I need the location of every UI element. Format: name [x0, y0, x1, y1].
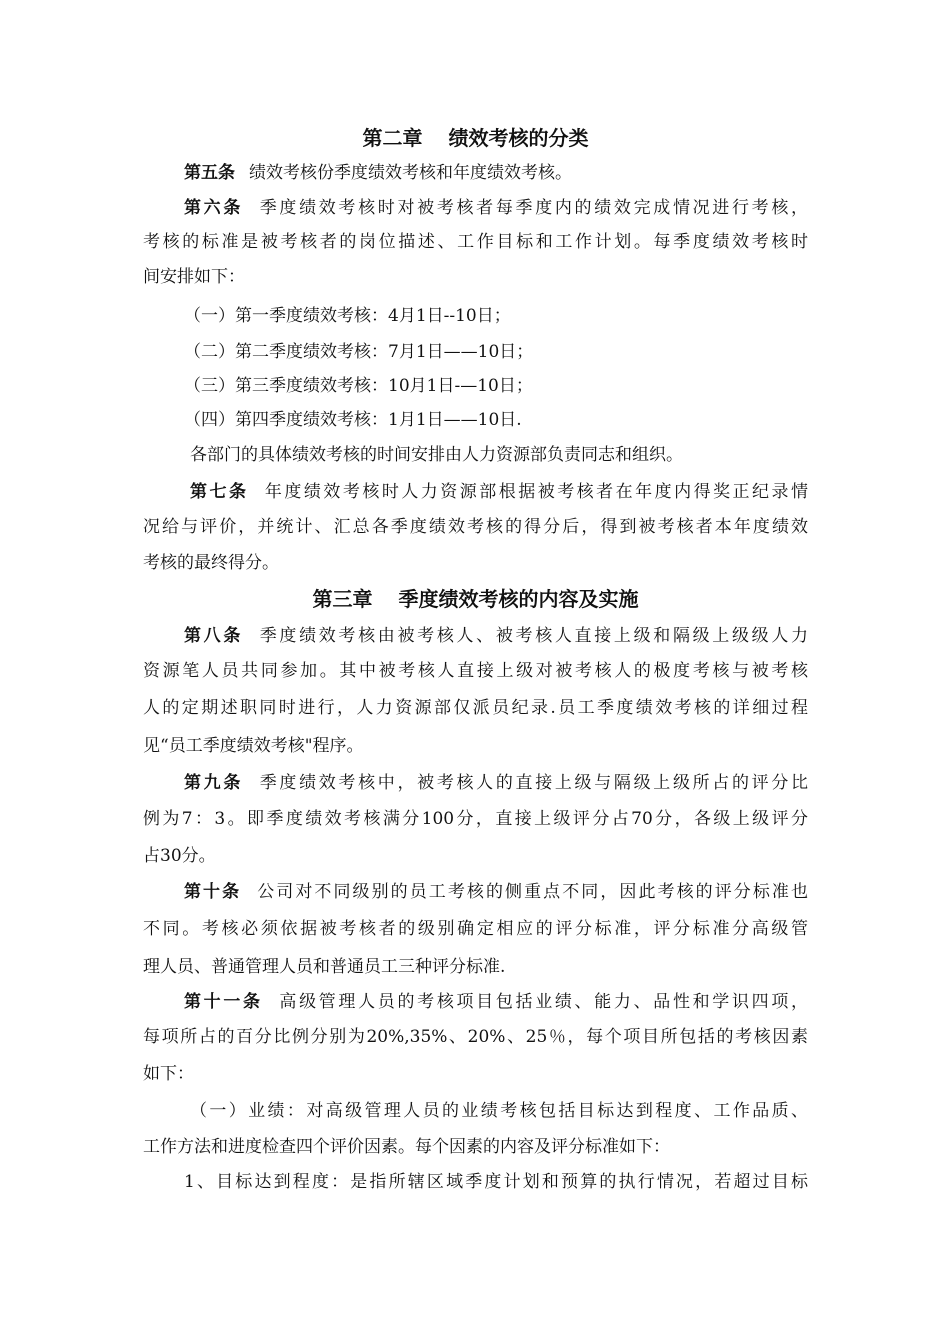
- article-7-line-2: 况给与评价，并统计、汇总各季度绩效考核的得分后，得到被考核者本年度绩效: [143, 517, 808, 537]
- article-6-line-1: [184, 196, 808, 220]
- article-8-line-3: 人的定期述职同时进行，人力资源部仅派员纪录.员工季度绩效考核的详细过程: [143, 698, 808, 718]
- article-10-line-3: 理人员、普通管理人员和普通员工三种评分标准.: [143, 957, 506, 977]
- article-text: 季度绩效考核由被考核人、被考核人直接上级和隔级上级级人力: [257, 626, 808, 646]
- article-label: 第七条: [190, 482, 249, 502]
- article-7-line-1: [190, 480, 808, 504]
- schedule-item-4: （四）第四季度绩效考核：1月1日——10日.: [184, 410, 522, 430]
- article-8-line-1: [184, 624, 808, 648]
- article-text: 季度绩效考核中，被考核人的直接上级与隔级上级所占的评分比: [257, 773, 808, 793]
- chapter-2-heading: [143, 124, 808, 152]
- article-9-line-3: 占30分。: [143, 846, 216, 866]
- article-label: 第五条: [184, 163, 235, 183]
- article-label: 第十一条: [184, 992, 263, 1012]
- article-9-line-2: 例为7：3。即季度绩效考核满分100分，直接上级评分占70分，各级上级评分: [143, 809, 808, 829]
- article-7-line-3: 考核的最终得分。: [143, 553, 279, 573]
- article-text: 公司对不同级别的员工考核的侧重点不同，因此考核的评分标准也: [255, 882, 808, 902]
- chapter-title: 绩效考核的分类: [448, 126, 589, 150]
- article-8-line-2: 资源笔人员共同参加。其中被考核人直接上级对被考核人的极度考核与被考核: [143, 661, 808, 681]
- article-10-line-1: [184, 880, 808, 904]
- article-text: 年度绩效考核时人力资源部根据被考核者在年度内得奖正纪录情: [262, 482, 808, 502]
- schedule-note: 各部门的具体绩效考核的时间安排由人力资源部负责同志和组织。: [190, 445, 683, 465]
- chapter-title: 季度绩效考核的内容及实施: [398, 587, 639, 611]
- article-label: 第八条: [184, 626, 244, 646]
- article-label: 第六条: [184, 198, 244, 218]
- performance-subsection-line-1: （一）业绩：对高级管理人员的业绩考核包括目标达到程度、工作品质、: [190, 1101, 808, 1121]
- article-label: 第十条: [184, 882, 242, 902]
- article-label: 第九条: [184, 773, 244, 793]
- article-text: 季度绩效考核时对被考核者每季度内的绩效完成情况进行考核，: [257, 198, 808, 218]
- article-11-line-3: 如下：: [143, 1064, 194, 1084]
- article-5: [184, 161, 808, 185]
- chapter-number: 第三章: [312, 587, 373, 611]
- article-6-line-2: 考核的标准是被考核者的岗位描述、工作目标和工作计划。每季度绩效考核时: [143, 232, 808, 252]
- factor-1-line-1: 1、目标达到程度：是指所辖区域季度计划和预算的执行情况，若超过目标: [184, 1172, 808, 1192]
- article-11-line-1: [184, 990, 808, 1014]
- article-10-line-2: 不同。考核必须依据被考核者的级别确定相应的评分标准，评分标准分高级管: [143, 919, 808, 939]
- article-6-line-3: 间安排如下：: [143, 267, 245, 287]
- chapter-number: 第二章: [362, 126, 423, 150]
- article-9-line-1: [184, 771, 808, 795]
- article-11-line-2: 每项所占的百分比例分别为20%,35%、20%、25％，每个项目所包括的考核因素: [143, 1027, 808, 1047]
- article-8-line-4: 见“员工季度绩效考核"程序。: [143, 736, 364, 756]
- article-text: 高级管理人员的考核项目包括业绩、能力、品性和学识四项，: [276, 992, 808, 1012]
- performance-subsection-line-2: 工作方法和进度检查四个评价因素。每个因素的内容及评分标准如下：: [143, 1137, 670, 1157]
- chapter-3-heading: [143, 585, 808, 613]
- article-text: 绩效考核份季度绩效考核和年度绩效考核。: [249, 163, 572, 183]
- schedule-item-2: （二）第二季度绩效考核：7月1日——10日；: [184, 342, 534, 362]
- schedule-item-1: （一）第一季度绩效考核：4月1日--10日；: [184, 306, 511, 326]
- schedule-item-3: （三）第三季度绩效考核：10月1日-—10日；: [184, 376, 533, 396]
